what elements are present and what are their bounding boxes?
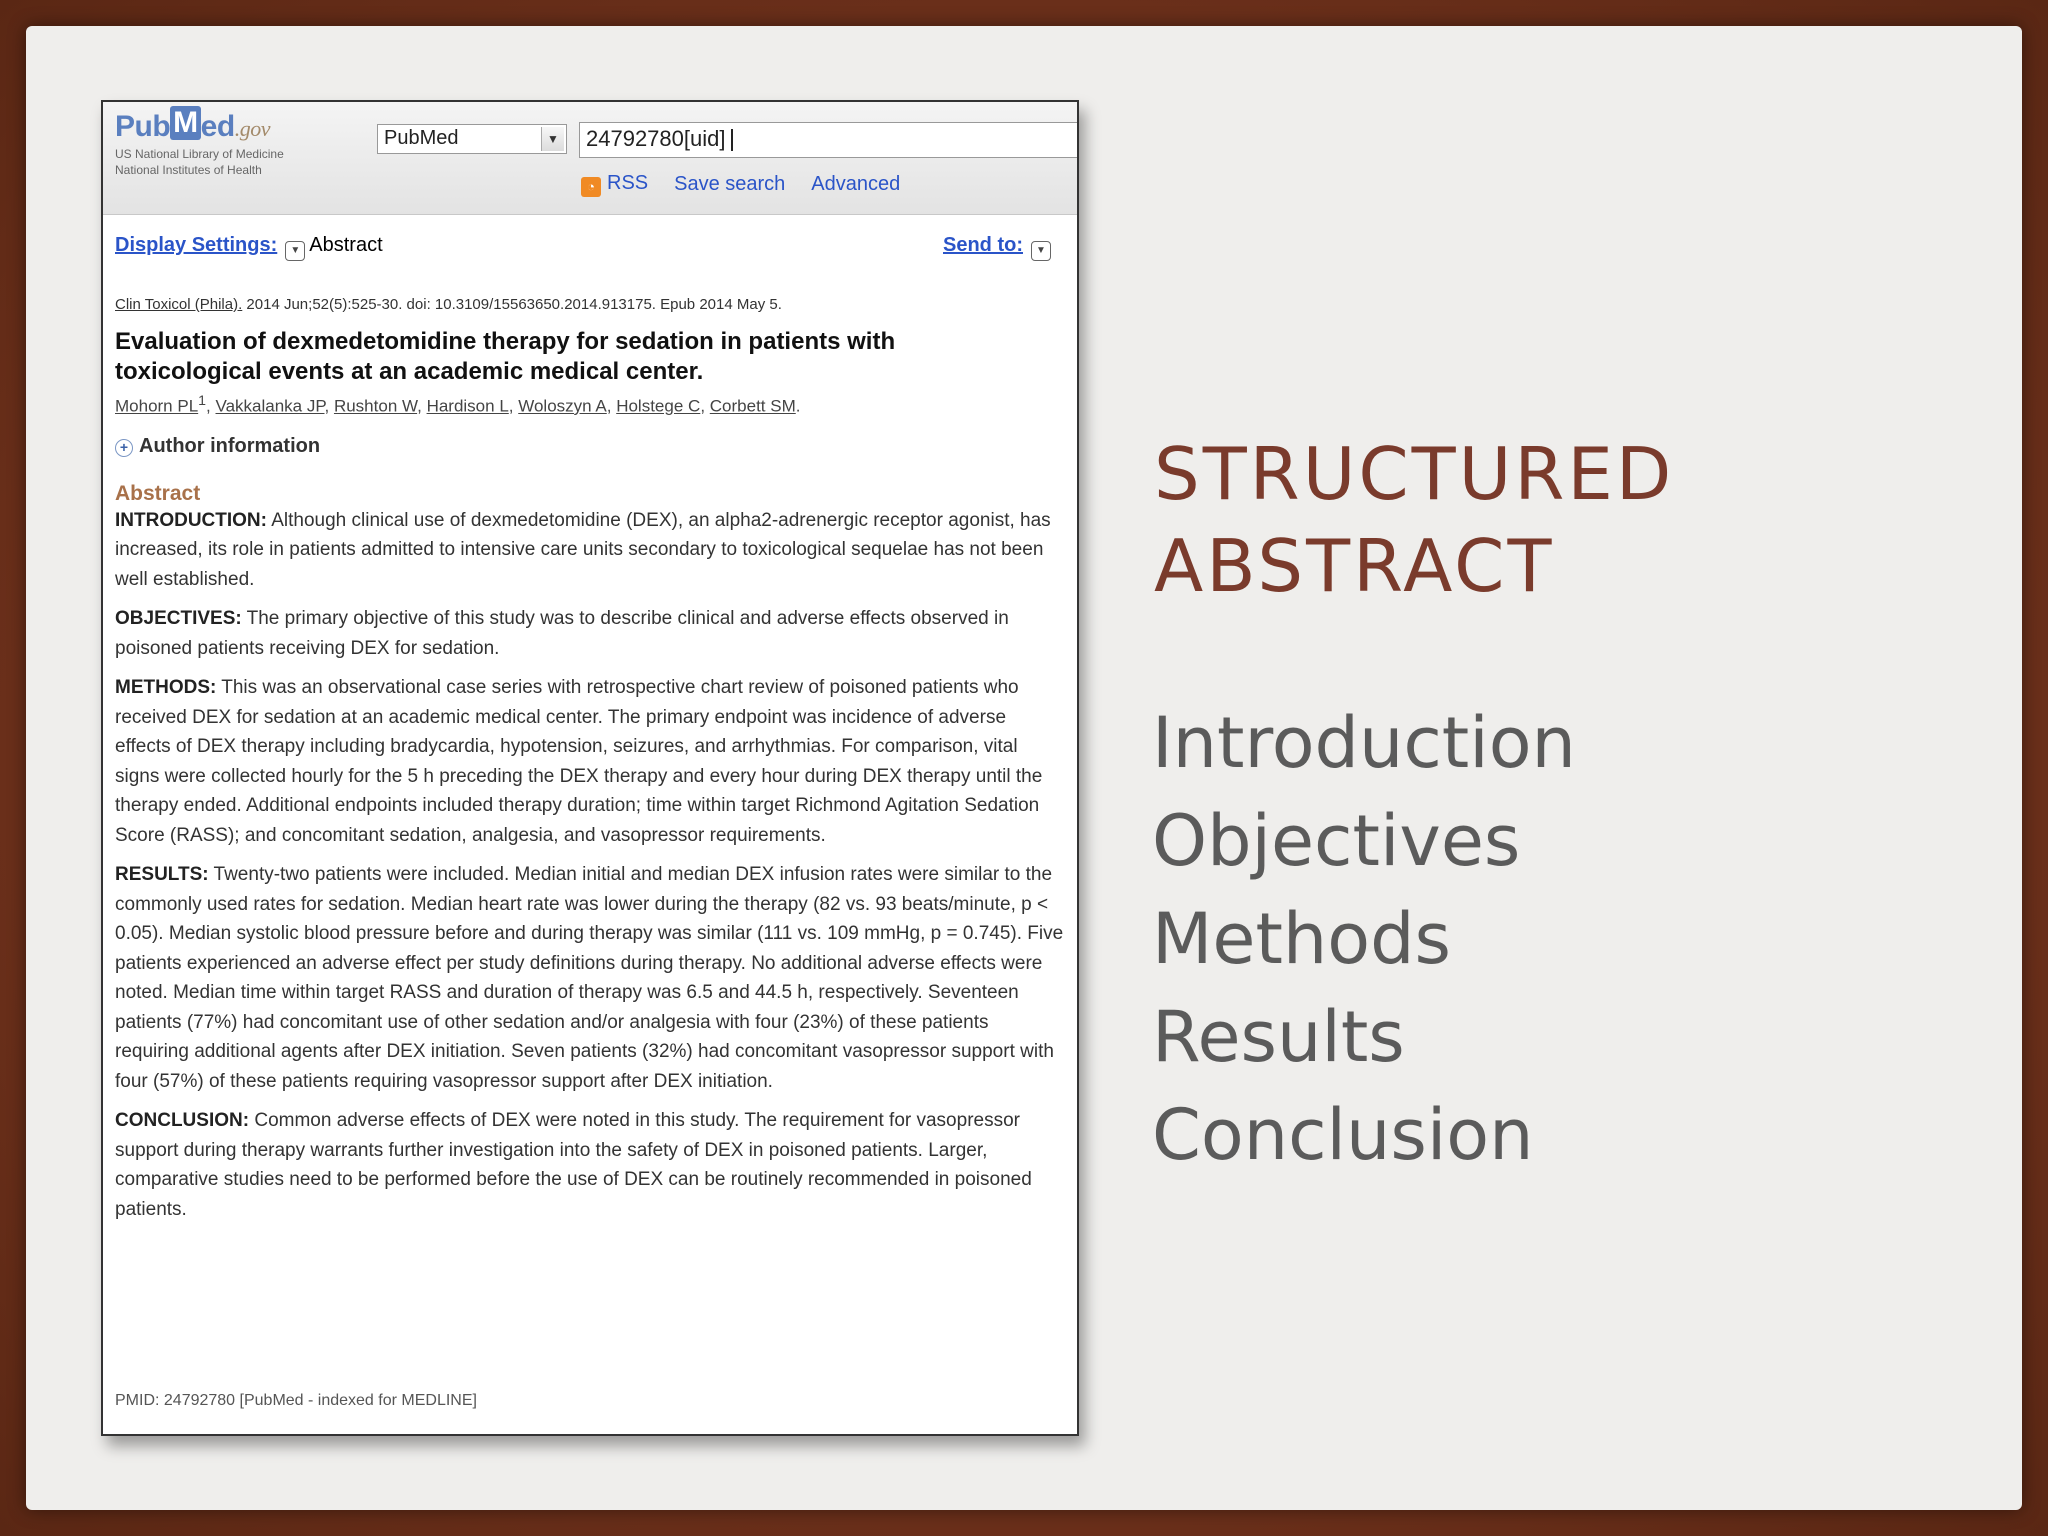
rss-icon: ◔ — [581, 177, 601, 197]
author-information-toggle[interactable]: + Author information — [115, 435, 1065, 458]
list-item: Objectives — [1152, 800, 1521, 882]
display-settings-row — [115, 234, 1065, 274]
dropdown-arrow-icon[interactable]: ▼ — [541, 127, 564, 151]
chevron-down-icon[interactable]: ▼ — [1031, 241, 1051, 261]
journal-link[interactable]: Clin Toxicol (Phila). — [115, 296, 243, 313]
author-affiliation-sup: 1 — [198, 393, 207, 409]
abstract-objectives: OBJECTIVES: The primary objective of this study was to describe clinical and adverse effects observed in poisoned patients receiving DEX for sedation. — [115, 608, 1009, 659]
list-item: Methods — [1152, 898, 1452, 980]
database-select[interactable] — [377, 124, 567, 154]
slide — [26, 26, 2022, 1510]
author-link[interactable]: Vakkalanka JP — [215, 396, 325, 416]
article-title: Evaluation of dexmedetomidine therapy for sedation in patients with toxicological events at an academic medical center. — [115, 328, 896, 385]
citation — [115, 296, 1065, 313]
send-to-link[interactable]: Send to: — [943, 234, 1023, 256]
slide-title — [1154, 428, 1674, 612]
abstract-introduction: INTRODUCTION: Although clinical use of dexmedetomidine (DEX), an alpha2-adrenergic receptor agonist, has increased, its role in patients admitted to intensive care units secondary to toxicological sequelae has not been well established. — [115, 509, 1051, 590]
slide-title-line: STRUCTURED — [1154, 432, 1675, 516]
search-input-value: 24792780[uid] — [586, 126, 726, 151]
author-link[interactable]: Rushton W — [333, 396, 418, 416]
search-input[interactable] — [579, 122, 1079, 158]
search-links — [581, 172, 900, 197]
logo-subtitle-nlm: US National Library of Medicine — [115, 147, 284, 161]
citation-details: 2014 Jun;52(5):525-30. doi: 10.3109/15563650.2014.913175. Epub 2014 May 5. — [242, 296, 782, 313]
abstract-conclusion: CONCLUSION: Common adverse effects of DEX were noted in this study. The requirement for vasopressor support during therapy warrants further investigation into the safety of DEX in poisoned patients. Larger, comparative studies need to be performed before the use of DEX can be routinely recommended in poisoned patients. — [115, 1110, 1032, 1220]
author-link[interactable]: Mohorn PL — [115, 396, 199, 416]
abstract-methods: METHODS: This was an observational case series with retrospective chart review of poisoned patients who received DEX for sedation at an academic medical center. The primary endpoint was incidence of adverse effects of DEX therapy including bradycardia, hypotension, seizures, and arrhythmias. For comparison, vital signs were collected hourly for the 5 h preceding the DEX therapy and every hour during DEX therapy until the therapy ended. Additional endpoints included therapy duration; time within target Richmond Agitation Sedation Score (RASS); and concomitant sedation, analgesia, and vasopressor requirements. — [115, 677, 1043, 846]
pubmed-wordmark: Pub M ed.gov — [115, 106, 270, 143]
author-list: Mohorn $PL^1$, Vakkalanka JP, Rushton W, Hardison L, Woloszyn A, Holstege C, Corbett SM. — [115, 393, 801, 416]
section-list — [1152, 694, 1576, 1184]
author-link[interactable]: Corbett SM — [709, 396, 796, 416]
logo-subtitle-nih: National Institutes of Health — [115, 163, 262, 177]
list-item: Results — [1152, 996, 1405, 1078]
expand-plus-icon: + — [115, 439, 133, 457]
send-to-control[interactable] — [943, 234, 1055, 261]
author-link[interactable]: Woloszyn A — [518, 396, 607, 416]
pubmed-header — [103, 102, 1077, 215]
author-link[interactable]: Hardison L — [426, 396, 509, 416]
pubmed-screenshot — [101, 100, 1079, 1436]
advanced-link[interactable]: Advanced — [811, 173, 901, 195]
article-content — [115, 214, 1065, 1234]
pmid-line: PMID: 24792780 [PubMed - indexed for MEDLINE] — [115, 1392, 477, 1409]
save-search-link[interactable]: Save search — [674, 173, 786, 195]
display-settings-value: Abstract — [309, 234, 383, 256]
chevron-down-icon[interactable]: ▼ — [285, 241, 305, 261]
rss-link[interactable]: ◔ RSS — [581, 172, 648, 197]
abstract-results: RESULTS: Twenty-two patients were included. Median initial and median DEX infusion rates were similar to the commonly used rates for sedation. Median heart rate was lower during the therapy (82 vs. 93 beats/minute, p < 0.05). Median systolic blood pressure before and during therapy was similar (111 vs. 109 mmHg, p = 0.745). Five patients experienced an adverse effect per study definitions during therapy. No additional adverse effects were noted. Median time within target RASS and duration of therapy was 6.5 and 44.5 h, respectively. Seventeen patients (77%) had concomitant use of other sedation and/or analgesia with four (23%) of these patients requiring additional agents after DEX initiation. Seven patients (32%) had concomitant vasopressor support with four (57%) of these patients requiring vasopressor support after DEX initiation. — [115, 864, 1064, 1092]
display-settings-link[interactable]: Display Settings: — [115, 234, 278, 256]
list-item: Conclusion — [1152, 1094, 1534, 1176]
pubmed-logo[interactable] — [115, 106, 284, 178]
slide-title-line: ABSTRACT — [1154, 524, 1555, 608]
database-select-value: PubMed — [384, 127, 459, 149]
abstract-heading: Abstract — [115, 481, 201, 505]
list-item: Introduction — [1152, 702, 1576, 784]
text-caret — [731, 129, 733, 151]
author-link[interactable]: Holstege C — [616, 396, 701, 416]
